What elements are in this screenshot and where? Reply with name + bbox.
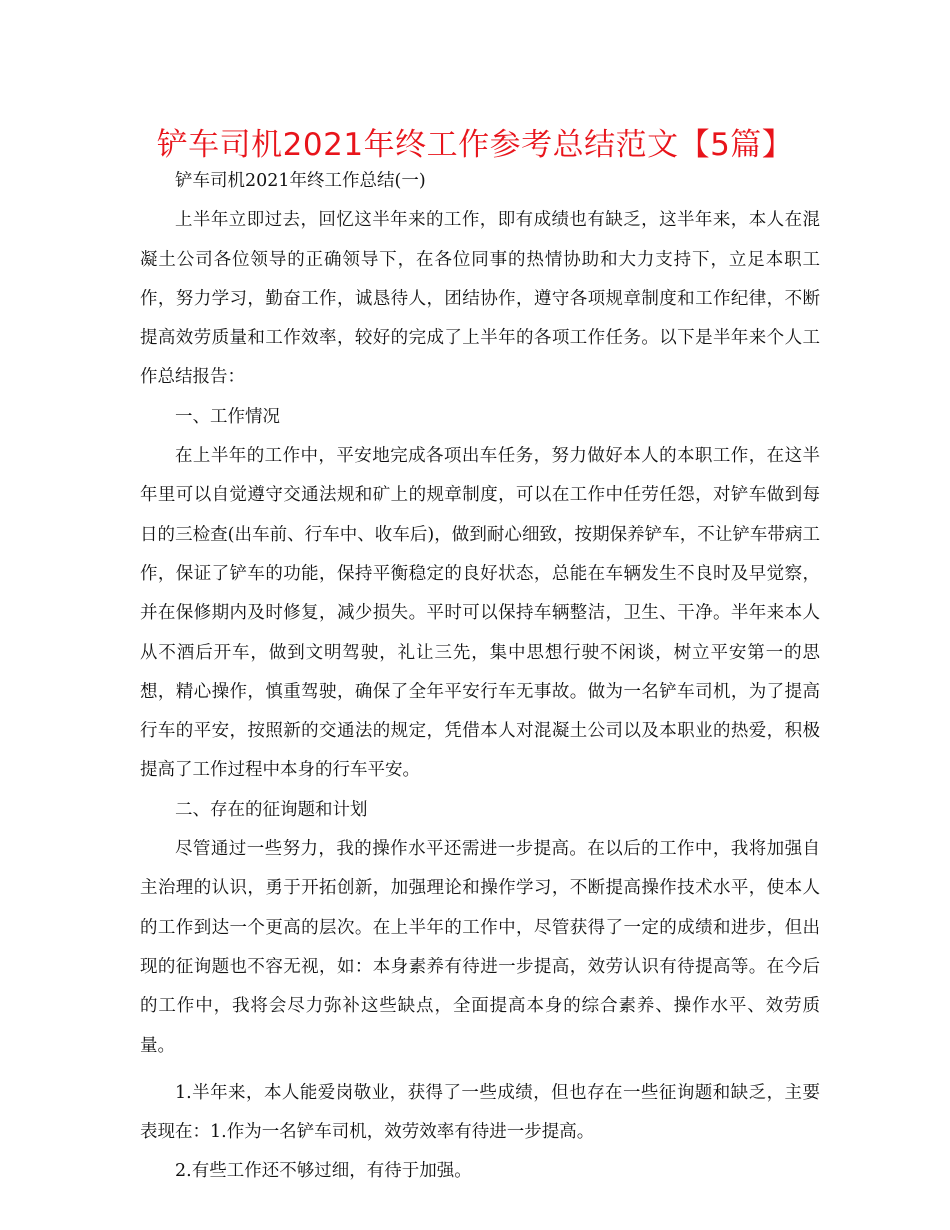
paragraph: 1.半年来，本人能爱岗敬业，获得了一些成绩，但也存在一些征询题和缺乏，主要表现在：1.作为一名铲车司机，效劳效率有待进一步提高。 xyxy=(140,1082,820,1143)
paragraph: 在上半年的工作中，平安地完成各项出车任务，努力做好本人的本职工作，在这半年里可以自觉遵守交通法规和矿上的规章制度，可以在工作中任劳任怨，对铲车做到每日的三检查(出车前、行车中、收车后)，做到耐心细致，按期保养铲车，不让铲车带病工作，保证了铲车的功能，保持平衡稳定的良好状态，总能在车辆发生不良时及早觉察，并在保修期内及时修复，减少损失。平时可以保持车辆整洁，卫生、干净。半年来本人从不酒后开车，做到文明驾驶，礼让三先，集中思想行驶不闲谈，树立平安第一的思想，精心操作，慎重驾驶，确保了全年平安行车无事故。做为一名铲车司机，为了提高行车的平安，按照新的交通法的规定，凭借本人对混凝土公司以及本职业的热爱，积极提高了工作过程中本身的行车平安。 xyxy=(140,446,820,781)
paragraph: 上半年立即过去，回忆这半年来的工作，即有成绩也有缺乏，这半年来，本人在混凝土公司各位领导的正确领导下，在各位同事的热情协助和大力支持下，立足本职工作，努力学习，勤奋工作，诚恳待人，团结协作，遵守各项规章制度和工作纪律，不断提高效劳质量和工作效率，较好的完成了上半年的各项工作任务。以下是半年来个人工作总结报告： xyxy=(140,210,820,388)
paragraph: 尽管通过一些努力，我的操作水平还需进一步提高。在以后的工作中，我将加强自主治理的认识，勇于开拓创新，加强理论和操作学习，不断提高操作技术水平，使本人的工作到达一个更高的层次。在上半年的工作中，尽管获得了一定的成绩和进步，但出现的征询题也不容无视，如：本身素养有待进一步提高，效劳认识有待提高等。在今后的工作中，我将会尽力弥补这些缺点，全面提高本身的综合素养、操作水平、效劳质量。 xyxy=(140,839,820,1056)
document-title: 铲车司机2021年终工作参考总结范文【5篇】 xyxy=(156,127,794,163)
section-heading: 一、工作情况 xyxy=(175,406,280,427)
document-body xyxy=(140,162,820,1192)
paragraph: 2.有些工作还不够过细，有待于加强。 xyxy=(175,1161,472,1182)
section-heading: 铲车司机2021年终工作总结(一) xyxy=(175,171,426,191)
section-heading: 二、存在的征询题和计划 xyxy=(175,799,368,820)
